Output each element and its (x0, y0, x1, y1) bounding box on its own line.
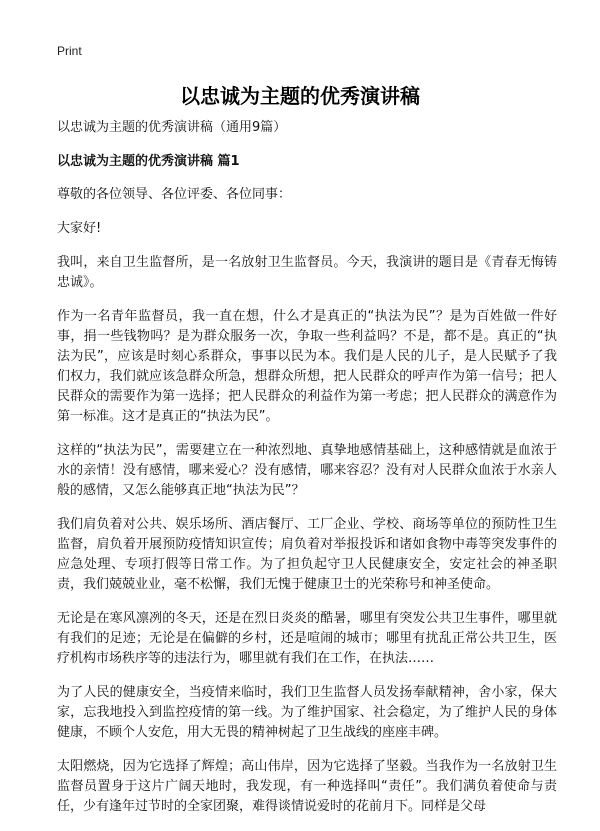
document-subtitle: 以忠诚为主题的优秀演讲稿（通用9篇） (57, 120, 287, 135)
paragraph-body: 无论是在寒风凛冽的冬天，还是在烈日炎炎的酷暑，哪里有突发公共卫生事件，哪里就有我们的足迹；无论是在偏僻的乡村，还是喧闹的城市；哪里有扰乱正常公共卫生，医疗机构市场秩序等的违法行为，哪里就有我们在工作，在执法…… (57, 611, 557, 666)
section-heading: 以忠诚为主题的优秀演讲稿 篇1 (57, 154, 240, 169)
paragraph-salutation: 尊敬的各位领导、各位评委、各位同事： (57, 187, 292, 202)
print-link[interactable]: Print (57, 44, 82, 58)
paragraph-intro: 我叫，来自卫生监督所，是一名放射卫生监督员。今天，我演讲的题目是《青春无悔铸忠诚》。 (57, 255, 557, 290)
document-body (57, 118, 557, 831)
paragraph-body: 太阳燃烧，因为它选择了辉煌；高山伟岸，因为它选择了坚毅。当我作为一名放射卫生监督员置身于这片广阔天地时，我发现，有一种选择叫“责任”。我们满负着使命与责任，少有逢年过节时的全家团聚，难得谈情说爱时的花前月下。同样是父母 (57, 759, 557, 814)
paragraph-body: 我们肩负着对公共、娱乐场所、酒店餐厅、工厂企业、学校、商场等单位的预防性卫生监督，肩负着开展预防疫情知识宣传；肩负着对举报投诉和诸如食物中毒等突发事件的应急处理、专项打假等日常工作。为了担负起守卫人民健康安全，安定社会的神圣职责，我们兢兢业业，毫不松懈，我们无愧于健康卫士的光荣称号和神圣使命。 (57, 517, 557, 592)
document-title: 以忠诚为主题的优秀演讲稿 (180, 84, 420, 108)
paragraph-body: 为了人民的健康安全，当疫情来临时，我们卫生监督人员发扬奉献精神，舍小家，保大家，忘我地投入到监控疫情的第一线。为了维护国家、社会稳定，为了维护人民的身体健康，不顾个人安危，用大无畏的精神树起了卫生战线的座座丰碑。 (57, 685, 557, 740)
paragraph-greeting: 大家好! (57, 221, 102, 236)
paragraph-body: 这样的“执法为民”，需要建立在一种浓烈地、真挚地感情基础上，这种感情就是血浓于水的亲情！没有感情，哪来爱心？没有感情，哪来容忍？没有对人民群众血浓于水亲人般的感情，又怎么能够真正地“执法为民”？ (57, 443, 557, 498)
paragraph-body: 作为一名青年监督员，我一直在想，什么才是真正的“执法为民”？是为百姓做一件好事，捐一些钱物吗？是为群众服务一次，争取一些利益吗？不是，都不是。真正的“执法为民”，应该是时刻心系群众，事事以民为本。我们是人民的儿子，是人民赋予了我们权力，我们就应该急群众所急，想群众所想，把人民群众的呼声作为第一信号；把人民群众的需要作为第一选择；把人民群众的利益作为第一考虑；把人民群众的满意作为第一标准。这才是真正的“执法为民”。 (57, 309, 557, 424)
